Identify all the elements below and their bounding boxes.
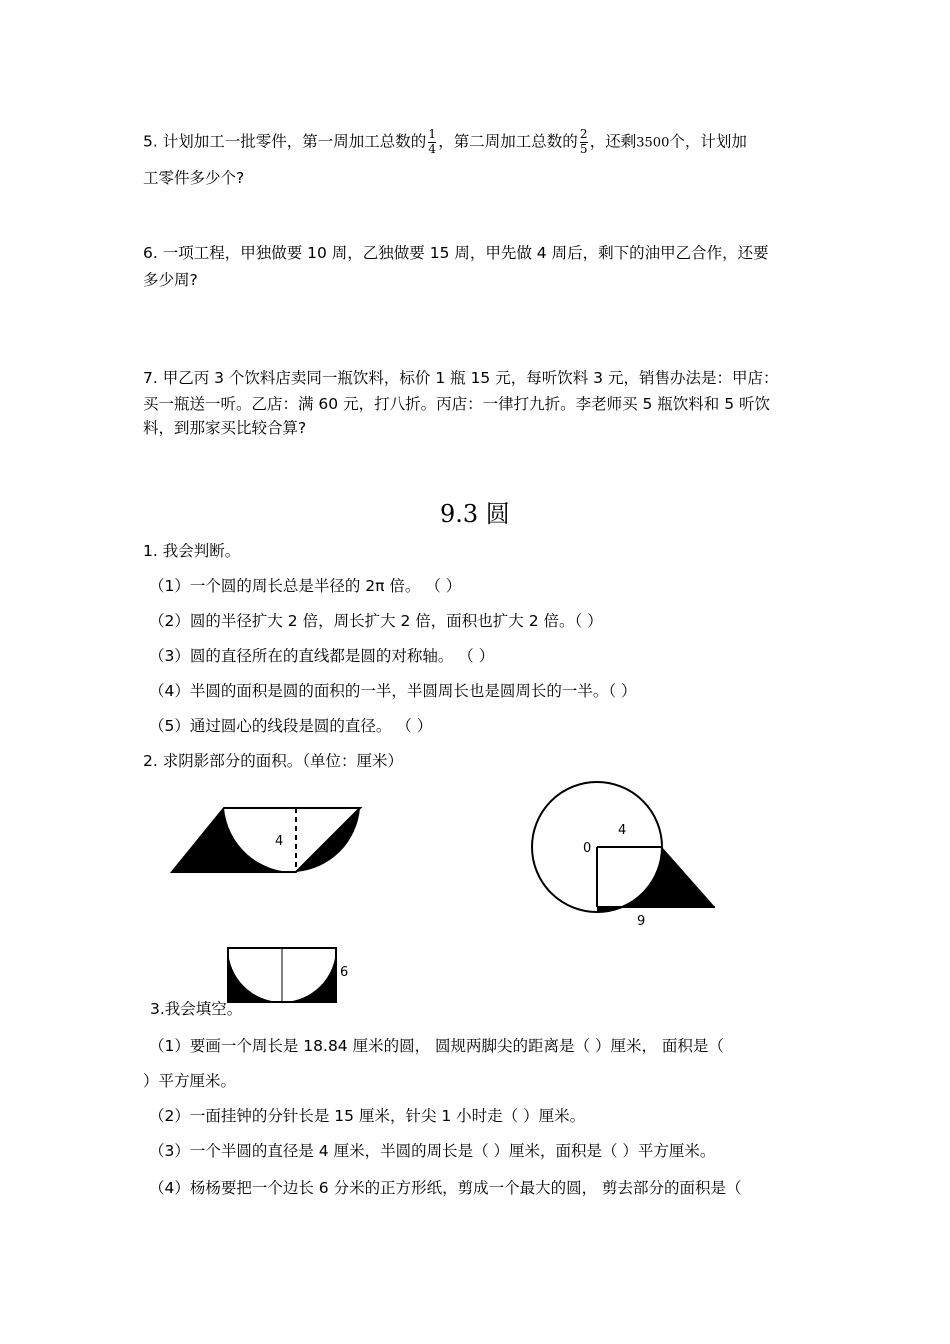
fraction-one-quarter <box>428 128 436 156</box>
q7-line1: 7. 甲乙丙 3 个饮料店卖同一瓶饮料，标价 1 瓶 15 元，每听饮料 3 元，销售办法是：甲店： <box>143 369 779 387</box>
judge-item-3: （3）圆的直径所在的直线都是圆的对称轴。 （ ） <box>149 647 495 665</box>
q5-text-b: ，第二周加工总数的 <box>438 132 578 151</box>
fill-item-3: （3）一个半圆的直径是 4 厘米，半圆的周长是（ ）厘米，面积是（ ）平方厘米。 <box>149 1142 716 1160</box>
q5-number: 3500 <box>636 135 670 151</box>
q5-line2: 工零件多少个? <box>143 169 245 187</box>
fraction-two-fifths <box>580 128 588 156</box>
fill-item-1-line1: （1）要画一个周长是 18.84 厘米的圆， 圆规两脚尖的距离是（ ）厘米， 面积是（ <box>149 1037 724 1055</box>
judge-item-4: （4）半圆的面积是圆的面积的一半，半圆周长也是圆周长的一半。（ ） <box>149 682 637 700</box>
fill-item-2: （2）一面挂钟的分针长是 15 厘米，针尖 1 小时走（ ）厘米。 <box>149 1107 586 1125</box>
figure-rectangle-quartercircles <box>224 944 364 1006</box>
judge-item-5: （5）通过圆心的线段是圆的直径。 （ ） <box>149 717 433 735</box>
q7-line2: 买一瓶送一听。乙店：满 60 元，打八折。丙店：一律打九折。李老师买 5 瓶饮料和 5 听饮 <box>143 395 771 413</box>
frac2-numerator: 2 <box>579 127 588 141</box>
fig2-label-base: 9 <box>637 914 646 929</box>
frac1-numerator: 1 <box>428 127 437 141</box>
q6-line2: 多少周? <box>143 271 198 289</box>
fig2-label-center: 0 <box>583 841 592 856</box>
q5-text-a: 5. 计划加工一批零件，第一周加工总数的 <box>143 132 427 151</box>
shade-heading: 2. 求阴影部分的面积。（单位：厘米） <box>143 752 403 770</box>
figure-circle-triangle <box>525 770 735 935</box>
judge-item-2: （2）圆的半径扩大 2 倍，周长扩大 2 倍，面积也扩大 2 倍。（ ） <box>149 612 603 630</box>
fill-item-4: （4）杨杨要把一个边长 6 分米的正方形纸，剪成一个最大的圆， 剪去部分的面积是（ <box>149 1179 742 1197</box>
q6-line1: 6. 一项工程，甲独做要 10 周，乙独做要 15 周，甲先做 4 周后，剩下的油甲乙合作，还要 <box>143 244 769 262</box>
fig3-label: 6 <box>340 965 349 980</box>
fig2-label-radius: 4 <box>618 823 627 838</box>
frac1-denominator: 4 <box>428 142 437 156</box>
fill-item-1-line2: ）平方厘米。 <box>143 1072 237 1090</box>
judge-item-1: （1）一个圆的周长总是半径的 2π 倍。 （ ） <box>149 577 462 595</box>
frac2-denominator: 5 <box>579 142 588 156</box>
figure-trapezoid-semicircle <box>168 800 368 880</box>
q5-text-d: 个，计划加 <box>669 132 747 151</box>
fig2-shaded <box>597 847 715 912</box>
section-title: 9.3 圆 <box>440 500 510 528</box>
q5-text-c: ，还剩 <box>589 132 637 151</box>
q7-line3: 料，到那家买比较合算? <box>143 419 307 437</box>
fill-heading: 3.我会填空。 <box>150 1000 243 1018</box>
q5-line1 <box>143 128 747 156</box>
fig1-label: 4 <box>275 834 284 849</box>
judge-heading: 1. 我会判断。 <box>143 542 241 560</box>
